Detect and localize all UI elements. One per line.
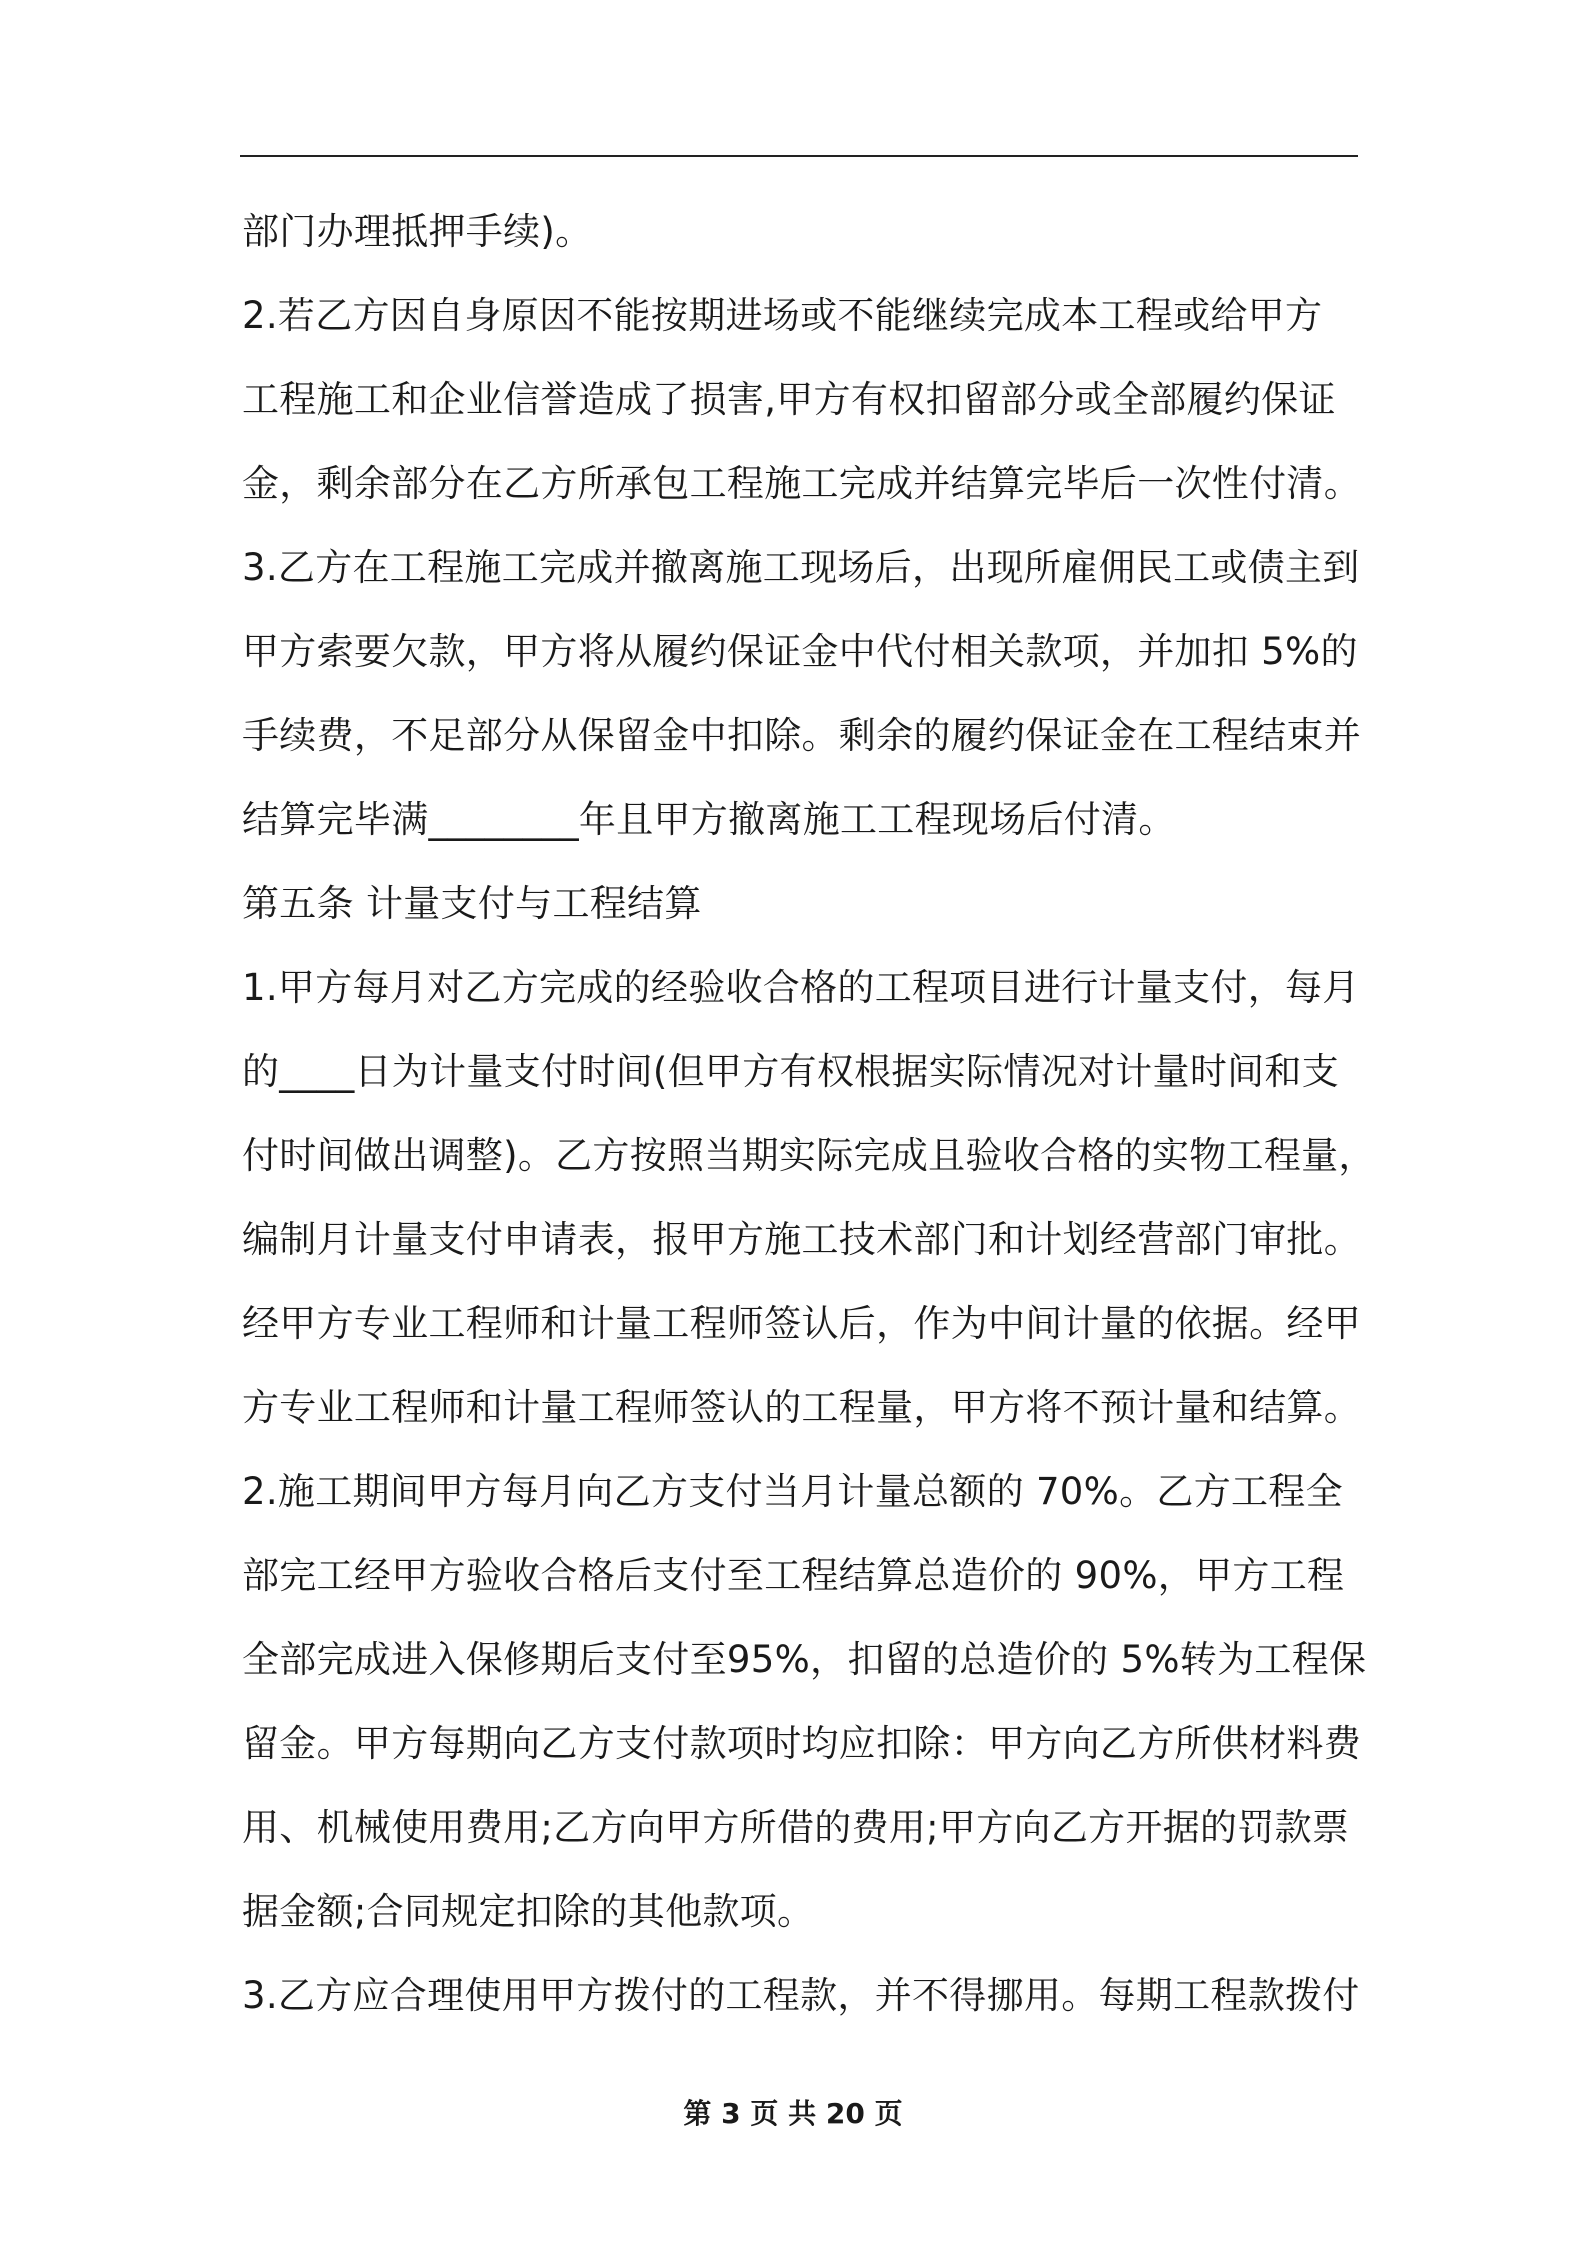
text-line: 3.乙方应合理使用甲方拨付的工程款，并不得挪用。每期工程款拨付 <box>242 1974 1360 2017</box>
text-line: 金，剩余部分在乙方所承包工程施工完成并结算完毕后一次性付清。 <box>242 462 1361 505</box>
text-line: 3.乙方在工程施工完成并撤离施工现场后，出现所雇佣民工或债主到 <box>242 546 1360 589</box>
text-line: 部完工经甲方验收合格后支付至工程结算总造价的 90%，甲方工程 <box>242 1554 1345 1597</box>
text-line: 2.施工期间甲方每月向乙方支付当月计量总额的 70%。乙方工程全 <box>242 1470 1343 1513</box>
page-number: 第 3 页 共 20 页 <box>683 2097 903 2130</box>
text-line: 付时间做出调整)。乙方按照当期实际完成且验收合格的实物工程量， <box>242 1134 1376 1177</box>
text-line: 1.甲方每月对乙方完成的经验收合格的工程项目进行计量支付，每月 <box>242 966 1360 1009</box>
text-line: 部门办理抵押手续)。 <box>242 210 593 253</box>
document-body <box>242 190 1376 2038</box>
text-line: 2.若乙方因自身原因不能按期进场或不能继续完成本工程或给甲方 <box>242 294 1323 337</box>
text-line: 经甲方专业工程师和计量工程师签认后，作为中间计量的依据。经甲 <box>242 1302 1361 1345</box>
text-line: 用、机械使用费用;乙方向甲方所借的费用;甲方向乙方开据的罚款票 <box>242 1806 1350 1849</box>
text-line: 手续费，不足部分从保留金中扣除。剩余的履约保证金在工程结束并 <box>242 714 1361 757</box>
text-line: 留金。甲方每期向乙方支付款项时均应扣除：甲方向乙方所供材料费 <box>242 1722 1361 1765</box>
text-line: 结算完毕满________年且甲方撤离施工工程现场后付清。 <box>242 798 1176 841</box>
header-rule <box>240 155 1358 157</box>
text-line: 方专业工程师和计量工程师签认的工程量，甲方将不预计量和结算。 <box>242 1386 1361 1429</box>
text-line: 据金额;合同规定扣除的其他款项。 <box>242 1890 815 1933</box>
section-heading: 第五条 计量支付与工程结算 <box>242 882 702 925</box>
text-line: 工程施工和企业信誉造成了损害,甲方有权扣留部分或全部履约保证 <box>242 378 1336 421</box>
text-line: 全部完成进入保修期后支付至95%，扣留的总造价的 5%转为工程保 <box>242 1638 1367 1681</box>
text-line: 编制月计量支付申请表，报甲方施工技术部门和计划经营部门审批。 <box>242 1218 1361 1261</box>
text-line: 甲方索要欠款，甲方将从履约保证金中代付相关款项，并加扣 5%的 <box>242 630 1358 673</box>
text-line: 的____日为计量支付时间(但甲方有权根据实际情况对计量时间和支 <box>242 1050 1340 1093</box>
